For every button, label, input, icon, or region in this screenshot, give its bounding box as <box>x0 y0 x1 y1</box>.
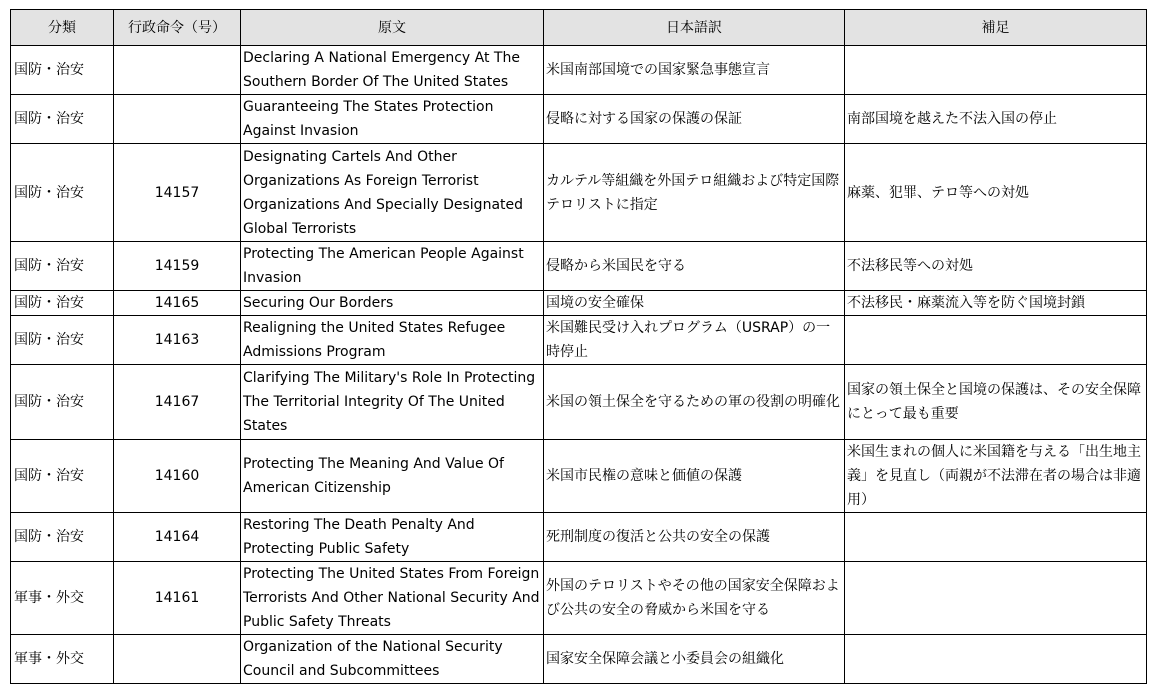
japanese-translation-cell: 死刑制度の復活と公共の安全の保護 <box>544 513 845 562</box>
category-cell: 国防・治安 <box>11 316 114 365</box>
notes-cell <box>845 513 1147 562</box>
japanese-translation-cell: 侵略から米国民を守る <box>544 242 845 291</box>
original-text-cell: Realigning the United States Refugee Admissions Program <box>241 316 544 365</box>
order-number-cell: 14163 <box>114 316 241 365</box>
header-original-text: 原文 <box>241 10 544 46</box>
japanese-translation-cell: 外国のテロリストやその他の国家安全保障および公共の安全の脅威から米国を守る <box>544 562 845 635</box>
japanese-translation-cell: 国境の安全確保 <box>544 291 845 316</box>
original-text-cell: Securing Our Borders <box>241 291 544 316</box>
notes-cell <box>845 562 1147 635</box>
header-notes: 補足 <box>845 10 1147 46</box>
table-row <box>11 46 1147 95</box>
category-cell: 軍事・外交 <box>11 635 114 684</box>
header-category: 分類 <box>11 10 114 46</box>
table-row <box>11 95 1147 144</box>
category-cell: 国防・治安 <box>11 242 114 291</box>
order-number-cell: 14161 <box>114 562 241 635</box>
order-number-cell <box>114 46 241 95</box>
original-text-cell: Designating Cartels And Other Organizations As Foreign Terrorist Organizations And Specially Designated Global Terrorists <box>241 144 544 242</box>
order-number-cell <box>114 95 241 144</box>
notes-cell: 不法移民等への対処 <box>845 242 1147 291</box>
original-text-cell: Protecting The American People Against Invasion <box>241 242 544 291</box>
original-text-cell: Organization of the National Security Council and Subcommittees <box>241 635 544 684</box>
header-row <box>11 10 1147 46</box>
table-row <box>11 365 1147 440</box>
japanese-translation-cell: 国家安全保障会議と小委員会の組織化 <box>544 635 845 684</box>
order-number-cell: 14157 <box>114 144 241 242</box>
table-row <box>11 635 1147 684</box>
japanese-translation-cell: 米国の領土保全を守るための軍の役割の明確化 <box>544 365 845 440</box>
original-text-cell: Clarifying The Military's Role In Protecting The Territorial Integrity Of The United States <box>241 365 544 440</box>
table-row <box>11 144 1147 242</box>
original-text-cell: Restoring The Death Penalty And Protecting Public Safety <box>241 513 544 562</box>
category-cell: 国防・治安 <box>11 365 114 440</box>
notes-cell <box>845 46 1147 95</box>
table-row <box>11 316 1147 365</box>
japanese-translation-cell: カルテル等組織を外国テロ組織および特定国際テロリストに指定 <box>544 144 845 242</box>
order-number-cell: 14164 <box>114 513 241 562</box>
table-row <box>11 242 1147 291</box>
order-number-cell: 14167 <box>114 365 241 440</box>
table-row <box>11 513 1147 562</box>
table-row <box>11 562 1147 635</box>
notes-cell: 麻薬、犯罪、テロ等への対処 <box>845 144 1147 242</box>
category-cell: 国防・治安 <box>11 95 114 144</box>
notes-cell: 米国生まれの個人に米国籍を与える「出生地主義」を見直し（両親が不法滞在者の場合は非適用） <box>845 440 1147 513</box>
order-number-cell: 14165 <box>114 291 241 316</box>
original-text-cell: Guaranteeing The States Protection Against Invasion <box>241 95 544 144</box>
table-row <box>11 291 1147 316</box>
header-japanese-translation: 日本語訳 <box>544 10 845 46</box>
japanese-translation-cell: 米国難民受け入れプログラム（USRAP）の一時停止 <box>544 316 845 365</box>
notes-cell <box>845 316 1147 365</box>
notes-cell: 南部国境を越えた不法入国の停止 <box>845 95 1147 144</box>
original-text-cell: Protecting The Meaning And Value Of American Citizenship <box>241 440 544 513</box>
order-number-cell: 14159 <box>114 242 241 291</box>
japanese-translation-cell: 米国南部国境での国家緊急事態宣言 <box>544 46 845 95</box>
category-cell: 国防・治安 <box>11 440 114 513</box>
notes-cell <box>845 635 1147 684</box>
category-cell: 国防・治安 <box>11 513 114 562</box>
order-number-cell <box>114 635 241 684</box>
category-cell: 国防・治安 <box>11 291 114 316</box>
table-row <box>11 440 1147 513</box>
category-cell: 国防・治安 <box>11 46 114 95</box>
category-cell: 国防・治安 <box>11 144 114 242</box>
order-number-cell: 14160 <box>114 440 241 513</box>
header-order-number: 行政命令（号） <box>114 10 241 46</box>
original-text-cell: Protecting The United States From Foreign Terrorists And Other National Security And Public Safety Threats <box>241 562 544 635</box>
executive-orders-table <box>10 9 1147 684</box>
category-cell: 軍事・外交 <box>11 562 114 635</box>
notes-cell: 不法移民・麻薬流入等を防ぐ国境封鎖 <box>845 291 1147 316</box>
notes-cell: 国家の領土保全と国境の保護は、その安全保障にとって最も重要 <box>845 365 1147 440</box>
japanese-translation-cell: 侵略に対する国家の保護の保証 <box>544 95 845 144</box>
original-text-cell: Declaring A National Emergency At The Southern Border Of The United States <box>241 46 544 95</box>
japanese-translation-cell: 米国市民権の意味と価値の保護 <box>544 440 845 513</box>
